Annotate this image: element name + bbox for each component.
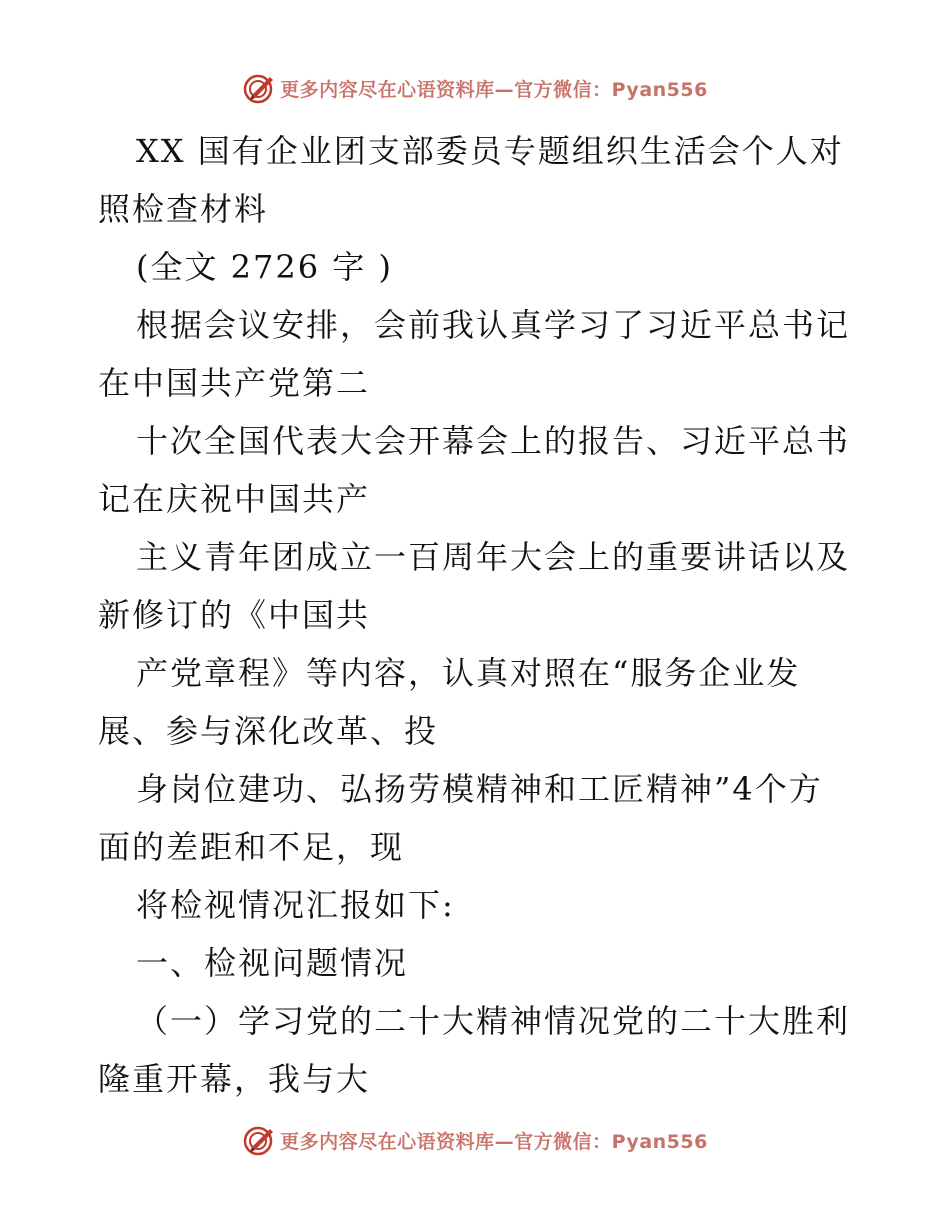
- pen-logo-icon: [242, 71, 276, 105]
- text-line: XX 国有企业团支部委员专题组织生活会个人对: [136, 132, 844, 170]
- text-line: 在中国共产党第二: [98, 364, 371, 402]
- text-line: 主义青年团成立一百周年大会上的重要讲话以及: [136, 538, 851, 576]
- text-line: 展、参与深化改革、投: [98, 712, 439, 750]
- header-watermark: [0, 68, 950, 108]
- watermark-text: 更多内容尽在心语资料库—官方微信：Pyan556: [280, 78, 708, 101]
- text-line: 十次全国代表大会开幕会上的报告、习近平总书: [136, 422, 851, 460]
- text-line: 身岗位建功、弘扬劳模精神和工匠精神”4个方: [136, 770, 823, 808]
- text-line: 产党章程》等内容，认真对照在“服务企业发: [136, 654, 801, 692]
- text-line: 根据会议安排，会前我认真学习了习近平总书记: [136, 306, 851, 344]
- pen-logo-icon: [242, 1123, 276, 1157]
- text-line: 面的差距和不足，现: [98, 828, 405, 866]
- watermark-text: 更多内容尽在心语资料库—官方微信：Pyan556: [280, 1130, 708, 1153]
- text-line: (全文 2726 字 ): [136, 248, 393, 286]
- document-body: [98, 122, 858, 1108]
- text-line: 将检视情况汇报如下:: [136, 886, 455, 924]
- text-line: 新修订的《中国共: [98, 596, 371, 634]
- footer-watermark: [0, 1120, 950, 1160]
- text-line: 照检查材料: [98, 190, 269, 228]
- text-line: 隆重开幕，我与大: [98, 1060, 371, 1098]
- text-line: 一、检视问题情况: [136, 944, 409, 982]
- text-line: 记在庆祝中国共产: [98, 480, 371, 518]
- text-line: （一）学习党的二十大精神情况党的二十大胜利: [136, 1002, 851, 1040]
